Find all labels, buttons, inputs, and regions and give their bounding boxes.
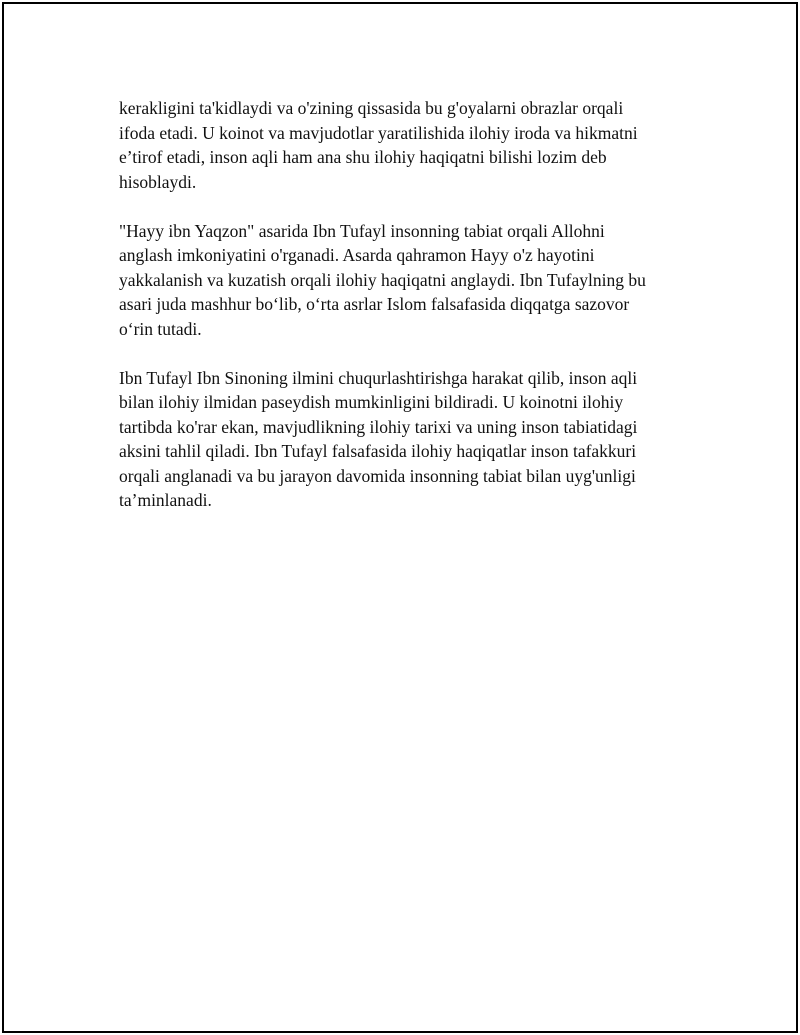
text-line: asari juda mashhur bo‘lib, o‘rta asrlar Islom falsafasida diqqatga sazovor — [119, 294, 630, 314]
text-line: "Hayy ibn Yaqzon" asarida Ibn Tufayl insonning tabiat orqali Allohni — [119, 220, 605, 241]
text-line: aksini tahlil qiladi. Ibn Tufayl falsafasida ilohiy haqiqatlar inson tafakkuri — [119, 441, 637, 461]
paragraph-3 — [119, 366, 689, 513]
text-line: hisoblaydi. — [119, 171, 197, 192]
document-body — [119, 96, 689, 537]
text-line: anglash imkoniyatini o'rganadi. Asarda qahramon Hayy o'z hayotini — [119, 245, 595, 265]
text-line: e’tirof etadi, inson aqli ham ana shu ilohiy haqiqatni bilishi lozim deb — [119, 147, 607, 167]
text-line: o‘rin tutadi. — [119, 318, 202, 339]
text-line: ta’minlanadi. — [119, 490, 212, 510]
text-line: orqali anglanadi va bu jarayon davomida insonning tabiat bilan uyg'unligi — [119, 465, 636, 486]
text-line: bilan ilohiy ilmidan paseydish mumkinligini bildiradi. U koinotni ilohiy — [119, 392, 624, 412]
text-line: kerakligini ta'kidlaydi va o'zining qissasida bu g'oyalarni obrazlar orqali — [119, 98, 624, 118]
text-line: yakkalanish va kuzatish orqali ilohiy haqiqatni anglaydi. Ibn Tufaylning bu — [119, 269, 646, 290]
paragraph-2 — [119, 219, 689, 342]
text-line: Ibn Tufayl Ibn Sinoning ilmini chuqurlashtirishga harakat qilib, inson aqli — [119, 367, 638, 388]
document-page — [2, 2, 798, 1033]
text-line: tartibda ko'rar ekan, mavjudlikning ilohiy tarixi va uning inson tabiatidagi — [119, 416, 638, 437]
paragraph-1 — [119, 96, 689, 194]
text-line: ifoda etadi. U koinot va mavjudotlar yaratilishida ilohiy iroda va hikmatni — [119, 122, 638, 143]
